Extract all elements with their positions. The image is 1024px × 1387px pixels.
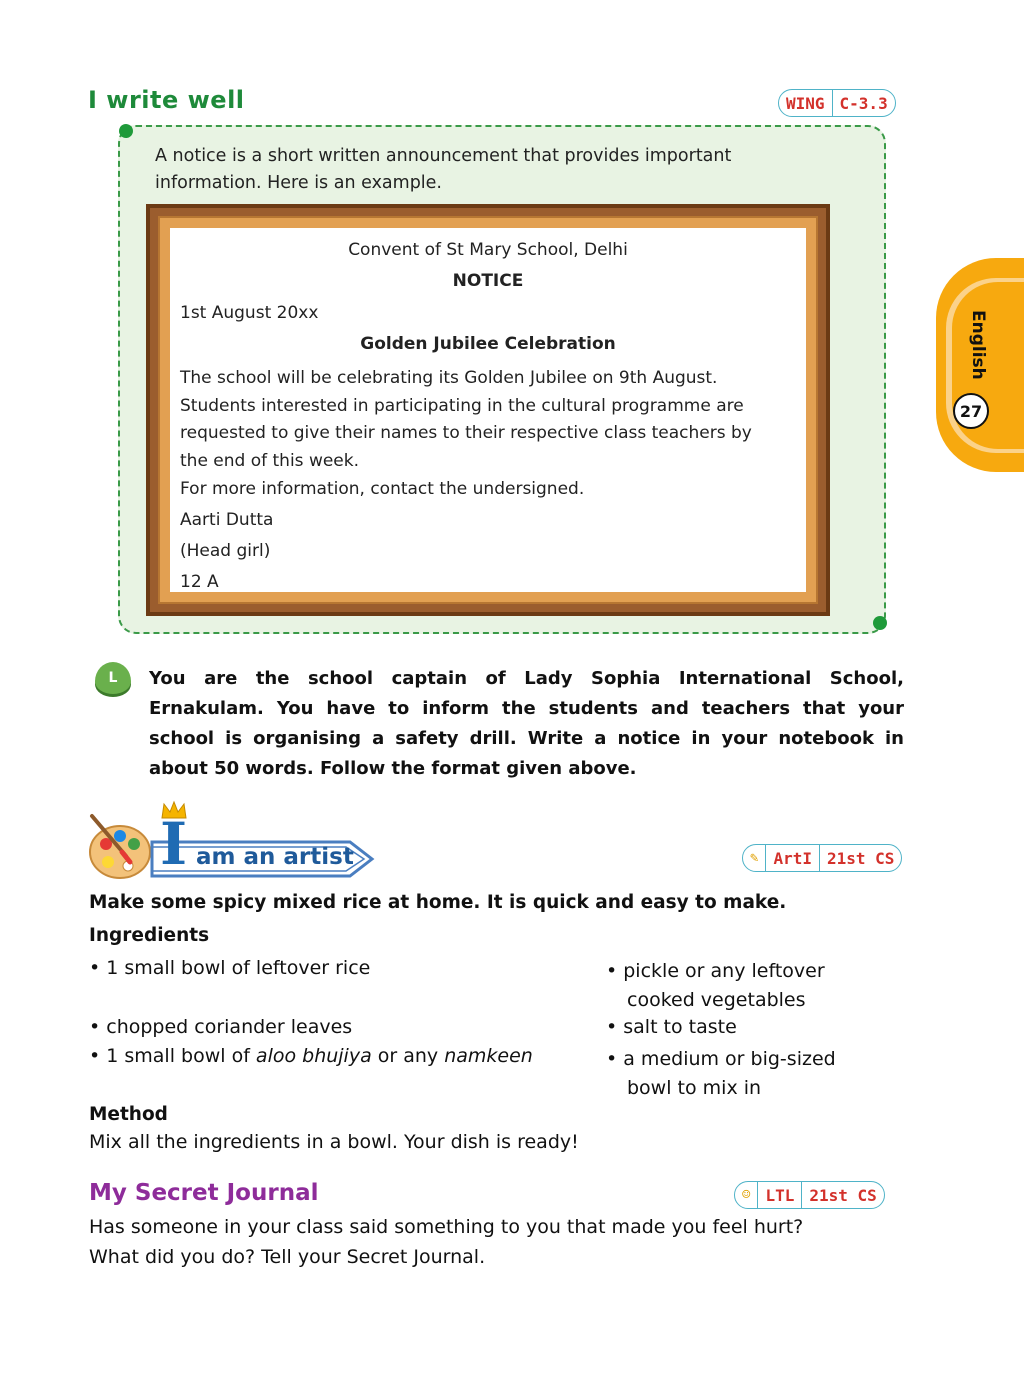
tag-label: LTL [757, 1182, 801, 1208]
notice-contact: For more information, contact the undersigned. [180, 479, 585, 499]
intro-text: A notice is a short written announcement that provides important information. Here is an example. [155, 146, 732, 193]
ingredient-item: • a medium or big-sized bowl to mix in [606, 1048, 836, 1099]
ingredients-heading: Ingredients [89, 925, 210, 946]
page-number: 27 [953, 393, 989, 429]
ingredient-item: • 1 small bowl of leftover rice [89, 957, 371, 979]
ingredient-item: • salt to taste [606, 1016, 737, 1038]
artist-lead: Make some spicy mixed rice at home. It is quick and easy to make. [89, 892, 787, 913]
skill-tag-arti [742, 844, 902, 872]
notice-paper [170, 228, 806, 592]
tag-code: C-3.3 [832, 90, 895, 116]
notice-name: Aarti Dutta [180, 510, 274, 530]
notice-heading: NOTICE [452, 271, 524, 291]
panel-corner-dot [873, 616, 887, 630]
ingredient-item: • chopped coriander leaves [89, 1016, 353, 1038]
method-text: Mix all the ingredients in a bowl. Your dish is ready! [89, 1131, 579, 1153]
section-title-journal: My Secret Journal [89, 1180, 319, 1206]
section-title-artist: am an artist [196, 844, 354, 870]
journal-text: Has someone in your class said something to you that made you feel hurt? What did you do? Tell your Secret Journal. [89, 1216, 804, 1268]
panel-corner-dot [119, 124, 133, 138]
ingredient-item: • pickle or any leftover cooked vegetables [606, 960, 825, 1011]
skill-tag-ltl [734, 1181, 885, 1209]
brush-icon: ✎ [750, 850, 759, 866]
notice-class: 12 A [180, 572, 219, 592]
tag-label: WING [786, 93, 825, 113]
notice-frame [146, 204, 830, 616]
notice-subject: Golden Jubilee Celebration [360, 334, 616, 354]
side-tab-subject: English [968, 310, 988, 380]
level-badge: L [95, 662, 131, 694]
skill-tag-wing [778, 89, 896, 117]
tag-label: ArtI [765, 845, 819, 871]
notice-role: (Head girl) [180, 541, 271, 561]
ingredient-item: • 1 small bowl of aloo bhujiya or any namkeen [89, 1045, 533, 1067]
tag-code: 21st CS [801, 1182, 883, 1208]
notice-school: Convent of St Mary School, Delhi [348, 240, 628, 260]
section-title-write-well: I write well [88, 86, 245, 114]
task-text: You are the school captain of Lady Sophia International School, Ernakulam. You have to inform the students and teachers that your school is organising a safety drill. Write a notice in your notebook in about 50 words. Follow the format given above. [149, 668, 904, 779]
artist-big-letter: I [160, 810, 188, 878]
method-heading: Method [89, 1104, 168, 1125]
notice-date: 1st August 20xx [180, 303, 319, 323]
palette-icon [86, 812, 156, 882]
thinking-face-icon: ☺ [742, 1187, 751, 1203]
tag-code: 21st CS [819, 845, 901, 871]
notice-body: The school will be celebrating its Golden Jubilee on 9th August. Students interested in participating in the cultural programme are requested to give their names to their respective class teachers by the end of this week. [180, 368, 752, 471]
